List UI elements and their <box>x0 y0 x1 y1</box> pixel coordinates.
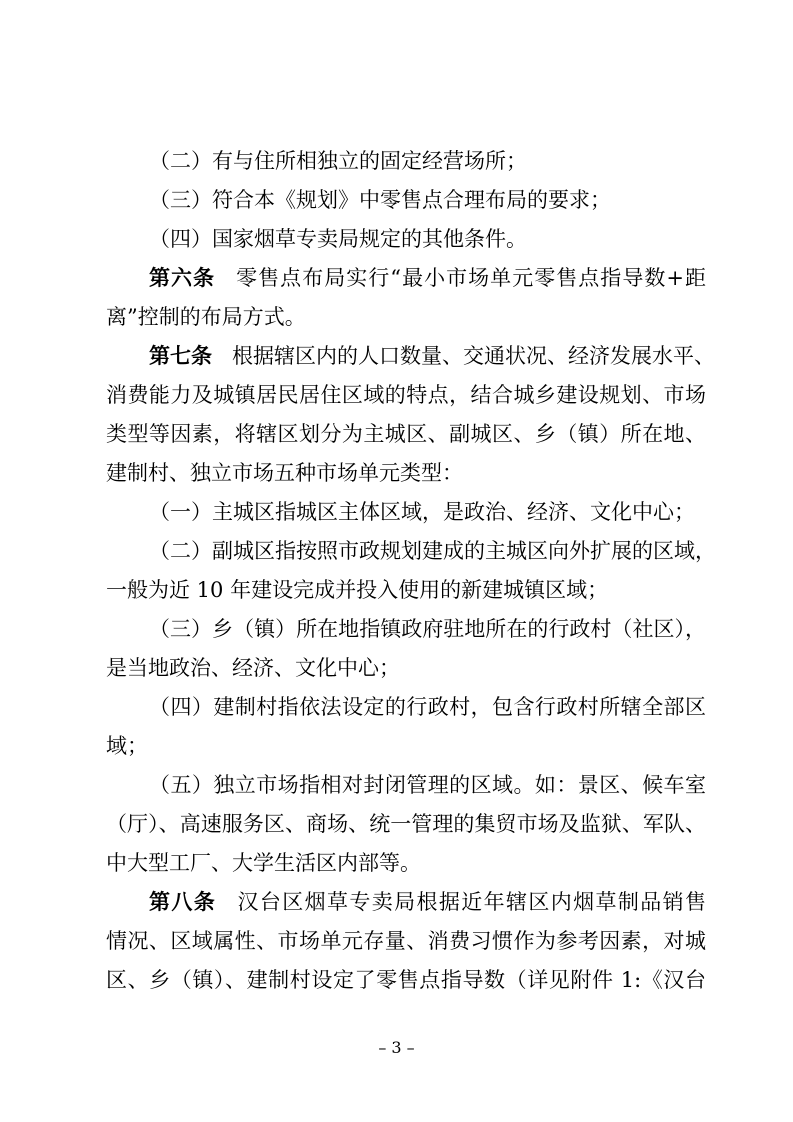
unit-4-line-1: （四）建制村指依法设定的行政村，包含行政村所辖全部区 <box>149 695 706 719</box>
article-7-line-3: 类型等因素，将辖区划分为主城区、副城区、乡（镇）所在地、 <box>106 422 706 446</box>
unit-3-line-2: 是当地政治、经济、文化中心； <box>106 656 400 680</box>
unit-5-line-1: （五）独立市场指相对封闭管理的区域。如：景区、候车室 <box>149 773 706 797</box>
clause-3-line: （三）符合本《规划》中零售点合理布局的要求； <box>149 188 611 212</box>
article-8-line-1 <box>149 888 706 916</box>
unit-5-line-3: 中大型工厂、大学生活区内部等。 <box>106 851 421 875</box>
article-7-heading: 第七条 <box>149 343 212 368</box>
article-6-text: 零售点布局实行“最小市场单元零售点指导数+距 <box>235 266 707 290</box>
unit-4-line-2: 域； <box>106 734 148 758</box>
article-8-line-3: 区、乡（镇）、建制村设定了零售点指导数（详见附件 1:《汉台 <box>106 968 706 992</box>
unit-2-line-2: 一般为近 10 年建设完成并投入使用的新建城镇区域； <box>106 578 609 602</box>
clause-4-line: （四）国家烟草专卖局规定的其他条件。 <box>149 227 527 251</box>
article-6-line-2: 离”控制的布局方式。 <box>106 305 306 329</box>
unit-2-line-1: （二）副城区指按照市政规划建成的主城区向外扩展的区域， <box>149 539 716 563</box>
article-6-line-1 <box>149 264 706 292</box>
article-7-line-4: 建制村、独立市场五种市场单元类型： <box>106 461 463 485</box>
page-number: – 3 – <box>378 1038 415 1057</box>
unit-3-line-1: （三）乡（镇）所在地指镇政府驻地所在的行政村（社区）， <box>149 617 706 641</box>
unit-1-line: （一）主城区指城区主体区域，是政治、经济、文化中心； <box>149 500 695 524</box>
unit-5-line-2: （厅）、高速服务区、商场、统一管理的集贸市场及监狱、军队、 <box>106 812 706 836</box>
article-6-heading: 第六条 <box>149 265 216 290</box>
article-8-heading: 第八条 <box>149 889 217 914</box>
article-7-line-2: 消费能力及城镇居民居住区域的特点，结合城乡建设规划、市场 <box>106 383 706 407</box>
clause-2-line: （二）有与住所相独立的固定经营场所； <box>149 149 527 173</box>
article-7-line-1 <box>149 342 715 370</box>
article-8-text: 汉台区烟草专卖局根据近年辖区内烟草制品销售 <box>236 890 706 914</box>
article-7-text: 根据辖区内的人口数量、交通状况、经济发展水平、 <box>232 344 715 368</box>
article-8-line-2: 情况、区域属性、市场单元存量、消费习惯作为参考因素，对城 <box>106 929 706 953</box>
